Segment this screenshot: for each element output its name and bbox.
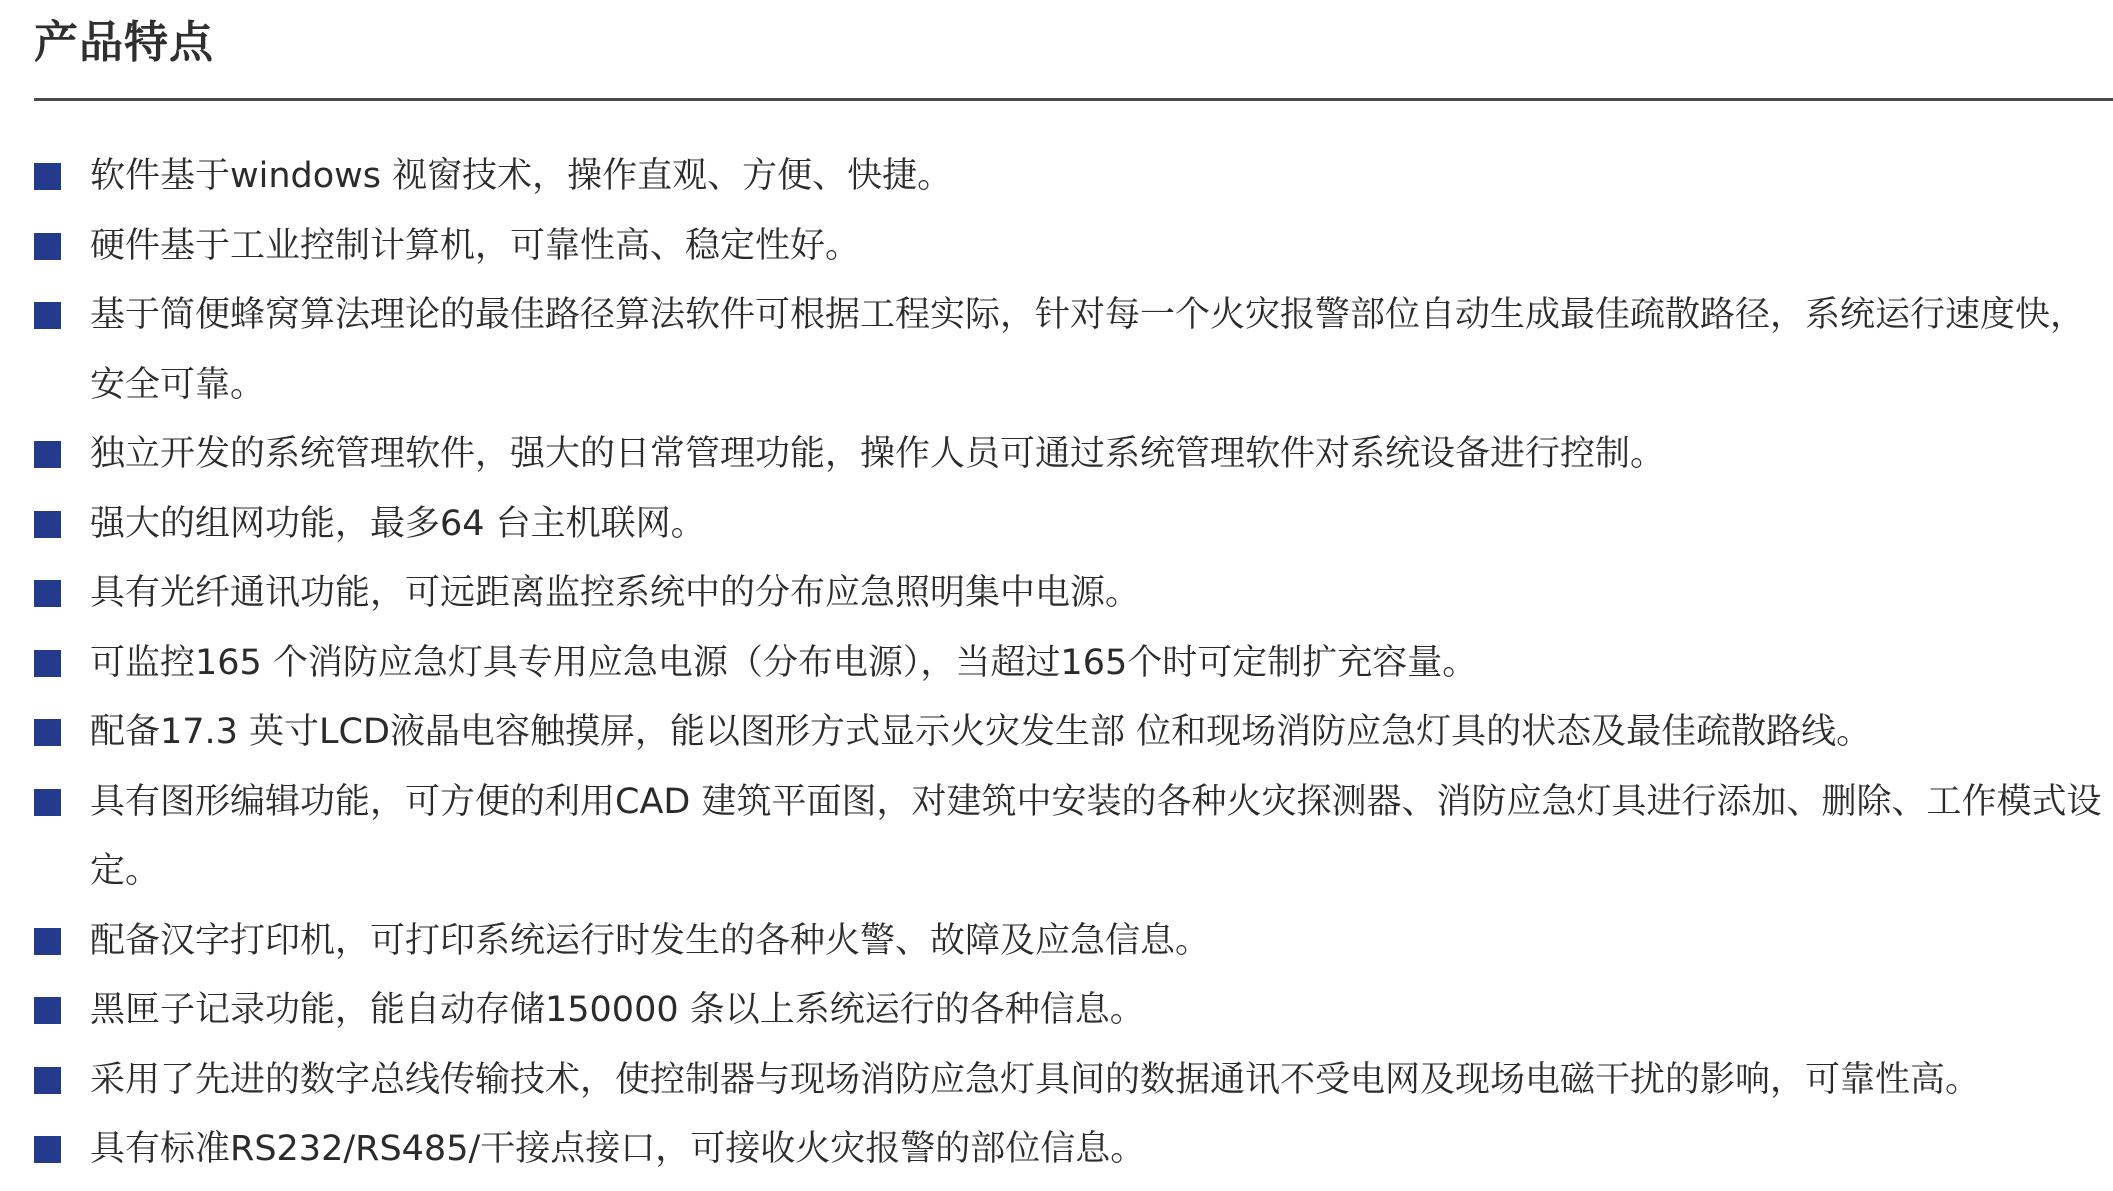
feature-text: 黑匣子记录功能，能自动存储150000 条以上系统运行的各种信息。 bbox=[90, 990, 1145, 1030]
feature-item bbox=[34, 629, 2104, 699]
square-bullet-icon bbox=[34, 580, 61, 607]
feature-text: 基于简便蜂窝算法理论的最佳路径算法软件可根据工程实际，针对每一个火灾报警部位自动生成最佳疏散路径，系统运行速度快，安全可靠。 bbox=[90, 295, 2086, 405]
feature-item bbox=[34, 1115, 2104, 1185]
feature-item bbox=[34, 768, 2104, 907]
feature-text: 配备汉字打印机，可打印系统运行时发生的各种火警、故障及应急信息。 bbox=[90, 920, 1211, 961]
feature-item bbox=[34, 142, 2104, 212]
feature-text: 可监控165 个消防应急灯具专用应急电源（分布电源），当超过165个时可定制扩充容量。 bbox=[90, 642, 1478, 683]
square-bullet-icon bbox=[34, 441, 61, 468]
square-bullet-icon bbox=[34, 1136, 61, 1163]
feature-item bbox=[34, 1046, 2104, 1116]
feature-text: 强大的组网功能，最多64 台主机联网。 bbox=[90, 503, 706, 544]
feature-item bbox=[34, 907, 2104, 977]
feature-item bbox=[34, 212, 2104, 282]
feature-text: 软件基于windows 视窗技术，操作直观、方便、快捷。 bbox=[90, 156, 953, 196]
square-bullet-icon bbox=[34, 1067, 61, 1094]
feature-text: 配备17.3 英寸LCD液晶电容触摸屏，能以图形方式显示火灾发生部 位和现场消防应急灯具的状态及最佳疏散路线。 bbox=[90, 712, 1872, 752]
feature-item bbox=[34, 490, 2104, 560]
square-bullet-icon bbox=[34, 789, 61, 816]
square-bullet-icon bbox=[34, 719, 61, 746]
feature-item bbox=[34, 281, 2104, 420]
feature-text: 采用了先进的数字总线传输技术，使控制器与现场消防应急灯具间的数据通讯不受电网及现场电磁干扰的影响，可靠性高。 bbox=[90, 1059, 1981, 1100]
square-bullet-icon bbox=[34, 511, 61, 538]
square-bullet-icon bbox=[34, 928, 61, 955]
section-title: 产品特点 bbox=[34, 17, 214, 68]
feature-text: 具有标准RS232/RS485/干接点接口，可接收火灾报警的部位信息。 bbox=[90, 1129, 1146, 1169]
feature-text: 硬件基于工业控制计算机，可靠性高、稳定性好。 bbox=[90, 225, 861, 266]
square-bullet-icon bbox=[34, 302, 61, 329]
square-bullet-icon bbox=[34, 997, 61, 1024]
feature-text: 独立开发的系统管理软件，强大的日常管理功能，操作人员可通过系统管理软件对系统设备进行控制。 bbox=[90, 434, 1666, 474]
feature-item bbox=[34, 976, 2104, 1046]
square-bullet-icon bbox=[34, 650, 61, 677]
square-bullet-icon bbox=[34, 233, 61, 260]
feature-item bbox=[34, 698, 2104, 768]
feature-text: 具有光纤通讯功能，可远距离监控系统中的分布应急照明集中电源。 bbox=[90, 573, 1141, 613]
title-divider bbox=[34, 98, 2113, 101]
feature-list bbox=[34, 142, 2104, 1185]
feature-text: 具有图形编辑功能，可方便的利用CAD 建筑平面图，对建筑中安装的各种火灾探测器、消防应急灯具进行添加、删除、工作模式设定。 bbox=[90, 781, 2102, 891]
feature-item bbox=[34, 559, 2104, 629]
square-bullet-icon bbox=[34, 163, 61, 190]
feature-item bbox=[34, 420, 2104, 490]
